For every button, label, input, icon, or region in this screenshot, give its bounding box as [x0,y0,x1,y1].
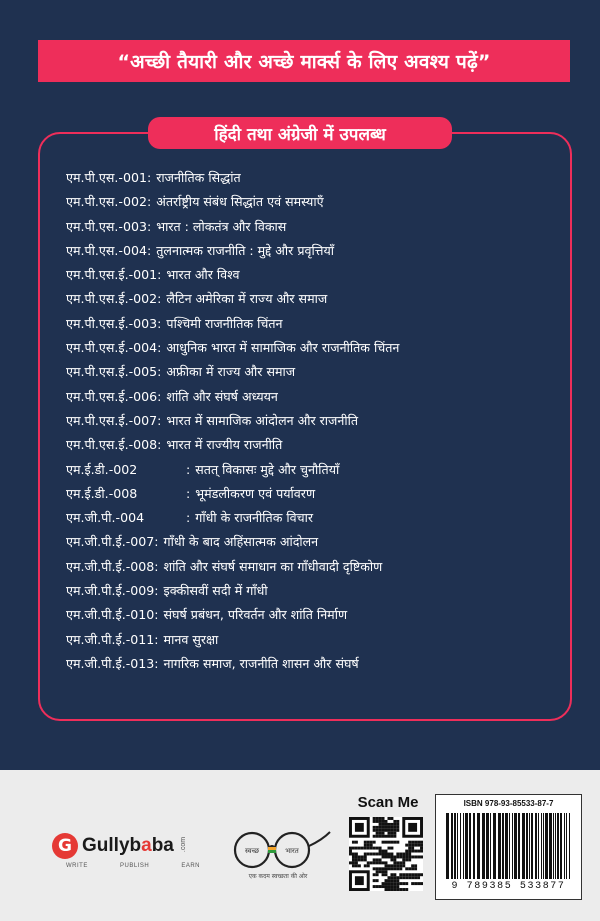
course-separator: : [157,315,162,331]
course-title: गाँधी के बाद अहिंसात्मक आंदोलन [163,534,319,550]
course-code: एम.जी.पी.ई.-013 [66,655,155,671]
course-separator: : [157,291,162,307]
course-code: एम.पी.एस.ई.-006 [66,388,158,404]
course-code: एम.जी.पी.ई.-009 [66,583,155,599]
course-title: राजनीतिक सिद्धांत [156,170,241,185]
course-code: एम.पी.एस.-003 [66,218,147,234]
course-separator: : [154,631,159,647]
course-row [66,360,556,384]
publisher-brand [82,835,174,857]
course-title: इक्कीसवीं सदी में गाँधी [163,583,268,599]
course-separator: : [146,194,152,210]
course-title: शांति और संघर्ष समाधान का गाँधीवादी दृष्टिकोण [163,558,383,574]
course-row [66,579,556,603]
brand-accent: a [141,835,152,856]
course-row [66,506,556,530]
course-code: एम.पी.एस.ई.-003 [66,315,158,331]
qr-code[interactable] [349,817,423,891]
course-code: एम.पी.एस.-004 [66,242,147,258]
course-code: एम.जी.पी.ई.-007 [66,534,155,550]
course-row [66,628,556,652]
brand-suffix: ba [151,835,174,856]
tagline-banner: “अच्छी तैयारी और अच्छे मार्क्स के लिए अवश्य पढ़ें” [38,40,570,82]
course-separator: : [154,655,159,671]
course-code: एम.पी.एस.ई.-007 [66,412,158,428]
course-code: एम.जी.पी.-004 [66,510,145,526]
barcode-bars [446,813,572,879]
course-title: भारत : लोकतंत्र और विकास [156,218,287,234]
course-title: पश्चिमी राजनीतिक चिंतन [166,315,283,331]
course-title: आधुनिक भारत में सामाजिक और राजनीतिक चिंतन [166,340,400,356]
course-title: सतत् विकासः मुद्दे और चुनौतियाँ [195,461,340,477]
course-title: संघर्ष प्रबंधन, परिवर्तन और शांति निर्माण [163,607,348,623]
course-code: एम.पी.एस.ई.-001 [66,267,158,283]
course-row [66,603,556,627]
course-code: एम.जी.पी.ई.-010 [66,607,155,623]
course-code: एम.पी.एस.ई.-002 [66,291,158,307]
availability-badge: हिंदी तथा अंग्रेजी में उपलब्ध [148,117,452,149]
course-code: एम.पी.एस.ई.-008 [66,437,158,453]
course-separator: : [154,583,159,599]
course-row [66,530,556,554]
course-row [66,287,556,311]
course-row [66,239,556,263]
course-title: नागरिक समाज, राजनीति शासन और संघर्ष [163,655,359,671]
barcode-digits: 9 789385 533877 [451,881,566,892]
course-row [66,409,556,433]
course-code: एम.पी.एस.ई.-005 [66,364,158,380]
swachh-left-word: स्वच्छ [244,847,260,855]
course-separator: : [157,437,162,453]
course-title: तुलनात्मक राजनीति : मुद्दे और प्रवृत्तियाँ [156,242,335,258]
course-separator: : [154,558,159,574]
course-row [66,555,556,579]
course-separator: : [157,364,162,380]
course-title: गाँधी के राजनीतिक विचार [195,510,314,526]
swachh-right-word: भारत [285,847,299,855]
scan-me-label: Scan Me [357,794,419,811]
course-title: भारत में राज्यीय राजनीति [166,437,283,453]
course-title: अफ्रीका में राज्य और समाज [166,364,296,380]
course-title: भूमंडलीकरण एवं पर्यावरण [195,485,316,501]
course-separator: : [186,510,191,526]
brand-dotcom: .com [179,836,187,852]
course-code: एम.ई.डी.-008 [66,485,138,501]
course-row [66,336,556,360]
course-separator: : [154,607,159,623]
course-separator: : [146,242,152,258]
course-row [66,433,556,457]
course-title: अंतर्राष्ट्रीय संबंध सिद्धांत एवं समस्याएँ [156,194,324,210]
course-separator: : [146,218,152,234]
course-row [66,458,556,482]
publisher-slogan [66,863,200,869]
course-separator: : [157,267,162,283]
course-separator: : [186,461,191,477]
course-code: एम.पी.एस.ई.-004 [66,340,158,356]
course-row [66,482,556,506]
course-code: एम.जी.पी.ई.-008 [66,558,155,574]
course-row [66,263,556,287]
course-code: एम.पी.एस.-001 [66,170,147,185]
publisher-logo [52,833,191,859]
course-code: एम.पी.एस.-002 [66,194,147,210]
course-row [66,652,556,676]
course-title: मानव सुरक्षा [163,631,219,647]
course-title: भारत और विश्व [166,267,240,283]
course-row [66,166,556,190]
slogan-word: EARN [181,863,200,869]
isbn-number: ISBN 978-93-85533-87-7 [463,799,554,808]
course-code: एम.ई.डी.-002 [66,461,138,477]
course-row [66,385,556,409]
course-title: शांति और संघर्ष अध्ययन [166,388,278,404]
swachh-caption: एक कदम स्वच्छता की ओर [248,873,308,880]
course-separator: : [154,534,159,550]
course-row [66,312,556,336]
course-separator: : [186,485,191,501]
course-code: एम.जी.पी.ई.-011 [66,631,155,647]
course-separator: : [157,340,162,356]
course-row [66,190,556,214]
course-title: लैटिन अमेरिका में राज्य और समाज [166,291,328,307]
course-row [66,215,556,239]
course-separator: : [146,170,152,185]
brand-prefix: Gullyb [82,835,142,856]
course-separator: : [157,388,162,404]
slogan-word: PUBLISH [119,863,150,869]
g-logo-icon: G [52,833,78,859]
course-title: भारत में सामाजिक आंदोलन और राजनीति [166,412,359,428]
course-separator: : [157,412,162,428]
isbn-barcode [435,794,582,900]
slogan-word: WRITE [66,863,88,869]
course-list [66,166,556,676]
